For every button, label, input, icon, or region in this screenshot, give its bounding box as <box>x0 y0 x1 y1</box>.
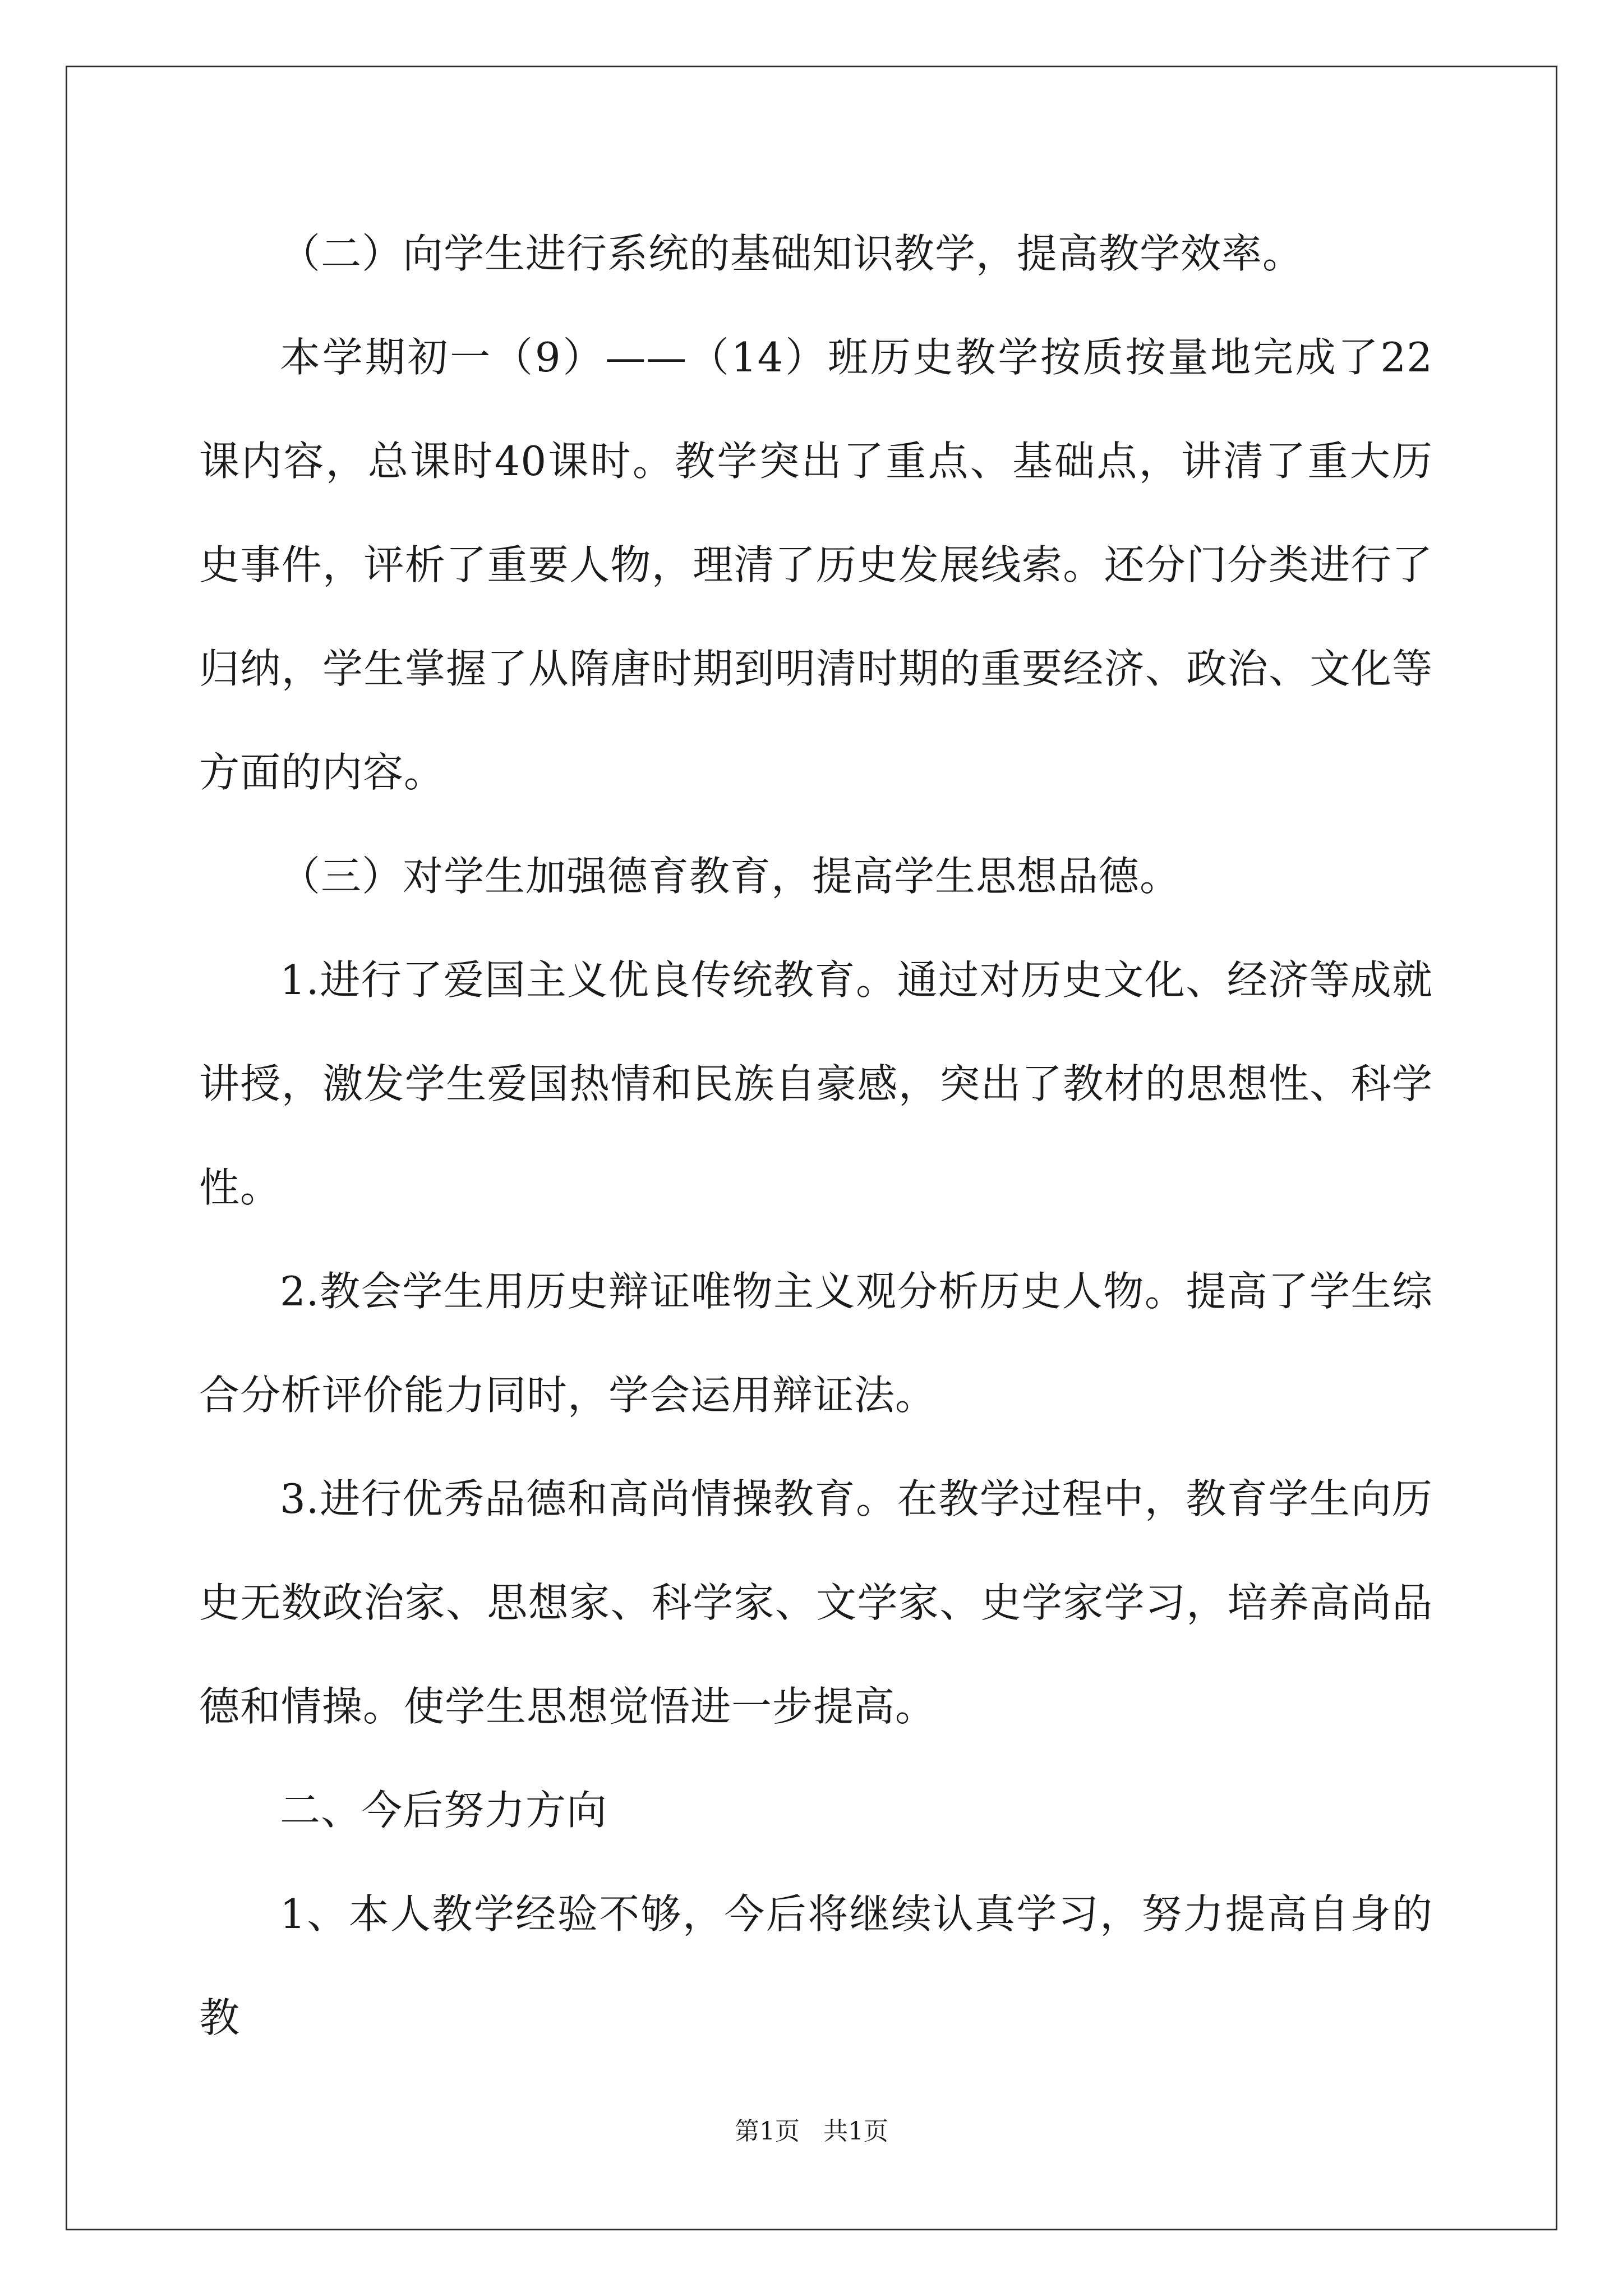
paragraph-item-2: 2.教会学生用历史辩证唯物主义观分析历史人物。提高了学生综合分析评价能力同时，学会运用辩证法。 <box>199 1268 1433 1419</box>
paragraph-item-1: 1.进行了爱国主义优良传统教育。通过对历史文化、经济等成就讲授，激发学生爱国热情和民族自豪感，突出了教材的思想性、科学性。 <box>199 956 1433 1211</box>
paragraph-section-two: （二）向学生进行系统的基础知识教学，提高教学效率。 <box>280 230 1304 277</box>
paragraph-item-3: 3.进行优秀品德和高尚情操教育。在教学过程中，教育学生向历史无数政治家、思想家、科学家、文学家、史学家学习，培养高尚品德和情操。使学生思想觉悟进一步提高。 <box>199 1475 1433 1730</box>
paragraph-future-1: 1、本人教学经验不够，今后将继续认真学习，努力提高自身的教 <box>199 1890 1433 2041</box>
paragraph-course-summary: 本学期初一（9）——（14）班历史教学按质按量地完成了22课内容，总课时40课时。教学突出了重点、基础点，讲清了重大历史事件，评析了重要人物，理清了历史发展线索。还分门分类进行了归纳，学生掌握了从隋唐时期到明清时期的重要经济、政治、文化等方面的内容。 <box>199 334 1433 796</box>
paragraph-section-three: （三）对学生加强德育教育，提高学生思想品德。 <box>280 853 1181 900</box>
page-footer: 第1页 共1页 <box>735 2117 888 2146</box>
document-body <box>199 202 1433 2070</box>
heading-future-direction: 二、今后努力方向 <box>280 1787 608 1834</box>
